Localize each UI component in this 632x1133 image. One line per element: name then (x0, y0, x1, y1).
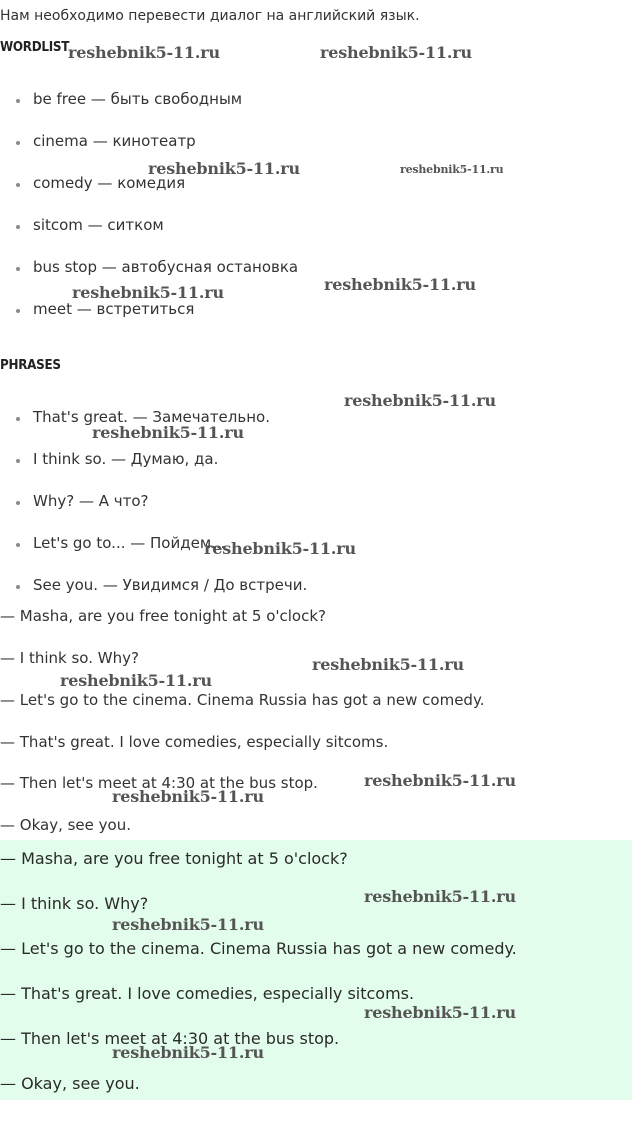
answer-line: — That's great. I love comedies, especially sitcoms. (0, 984, 415, 1003)
phrases-heading: PHRASES (0, 358, 61, 373)
watermark: reshebnik5-11.ru (112, 787, 264, 806)
wordlist-item: sitcom — ситком (33, 216, 164, 234)
phrase-item: I think so. — Думаю, да. (33, 450, 219, 468)
phrase-item: Why? — А что? (33, 492, 149, 510)
watermark: reshebnik5-11.ru (344, 391, 496, 410)
wordlist-item: be free — быть свободным (33, 90, 243, 108)
watermark: reshebnik5-11.ru (112, 915, 264, 934)
phrase-item: See you. — Увидимся / До встречи. (33, 576, 308, 594)
bullet (16, 543, 20, 547)
watermark: reshebnik5-11.ru (92, 423, 244, 442)
watermark: reshebnik5-11.ru (60, 671, 212, 690)
phrase-item: That's great. — Замечательно. (33, 408, 270, 426)
dialog-line: — Let's go to the cinema. Cinema Russia has got a new comedy. (0, 691, 485, 709)
wordlist-item: meet — встретиться (33, 300, 195, 318)
watermark: reshebnik5-11.ru (364, 1003, 516, 1022)
wordlist-item: cinema — кинотеатр (33, 132, 196, 150)
bullet (16, 585, 20, 589)
bullet (16, 459, 20, 463)
bullet (16, 183, 20, 187)
dialog-line: — Masha, are you free tonight at 5 o'clock? (0, 607, 327, 625)
watermark: reshebnik5-11.ru (400, 163, 504, 176)
answer-line: — I think so. Why? (0, 894, 149, 913)
bullet (16, 267, 20, 271)
watermark: reshebnik5-11.ru (364, 887, 516, 906)
bullet (16, 501, 20, 505)
dialog-line: — Okay, see you. (0, 816, 131, 834)
watermark: reshebnik5-11.ru (72, 283, 224, 302)
answer-line: — Masha, are you free tonight at 5 o'clock? (0, 849, 348, 868)
watermark: reshebnik5-11.ru (204, 539, 356, 558)
bullet (16, 417, 20, 421)
bullet (16, 225, 20, 229)
bullet (16, 141, 20, 145)
bullet (16, 309, 20, 313)
wordlist-heading: WORDLIST (0, 40, 70, 55)
wordlist-item: bus stop — автобусная остановка (33, 258, 299, 276)
answer-line: — Okay, see you. (0, 1074, 140, 1093)
answer-line: — Let's go to the cinema. Cinema Russia has got a new comedy. (0, 939, 517, 958)
watermark: reshebnik5-11.ru (364, 771, 516, 790)
watermark: reshebnik5-11.ru (312, 655, 464, 674)
watermark: reshebnik5-11.ru (68, 43, 220, 62)
phrase-item: Let's go to... — Пойдем... (33, 534, 226, 552)
watermark: reshebnik5-11.ru (324, 275, 476, 294)
watermark: reshebnik5-11.ru (320, 43, 472, 62)
watermark: reshebnik5-11.ru (148, 159, 300, 178)
dialog-line: — That's great. I love comedies, especially sitcoms. (0, 733, 389, 751)
watermark: reshebnik5-11.ru (112, 1043, 264, 1062)
answer-line: — Then let's meet at 4:30 at the bus stop. (0, 1029, 340, 1048)
answer-box (0, 840, 632, 1100)
bullet (16, 99, 20, 103)
dialog-line: — Then let's meet at 4:30 at the bus stop. (0, 774, 318, 792)
intro-text: Нам необходимо перевести диалог на английский язык. (0, 8, 420, 24)
dialog-line: — I think so. Why? (0, 649, 139, 667)
wordlist-item: comedy — комедия (33, 174, 186, 192)
